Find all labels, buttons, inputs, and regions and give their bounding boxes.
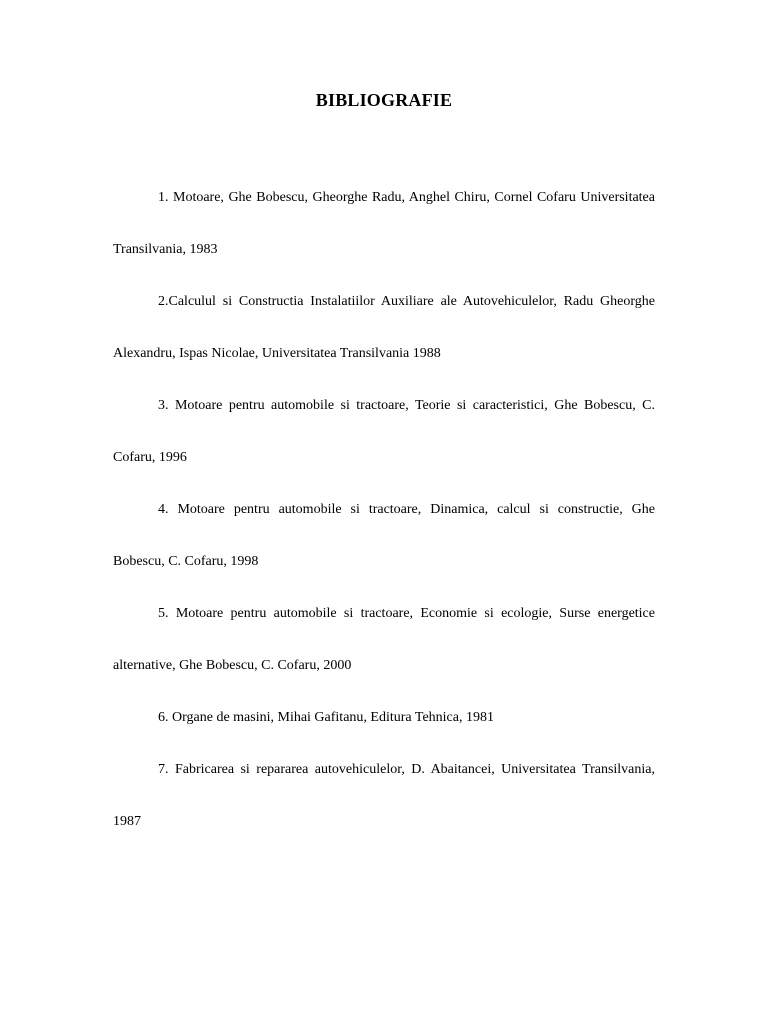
reference-list bbox=[113, 172, 655, 848]
reference-item: 4. Motoare pentru automobile si tractoare, Dinamica, calcul si constructie, Ghe Bobescu, C. Cofaru, 1998 bbox=[113, 502, 655, 569]
reference-item: 3. Motoare pentru automobile si tractoare, Teorie si caracteristici, Ghe Bobescu, C. Cofaru, 1996 bbox=[113, 398, 655, 465]
page-title: BIBLIOGRAFIE bbox=[315, 90, 453, 110]
reference-item: 2.Calculul si Constructia Instalatiilor Auxiliare ale Autovehiculelor, Radu Gheorghe Alexandru, Ispas Nicolae, Universitatea Transilvania 1988 bbox=[113, 294, 655, 361]
reference-item: 1. Motoare, Ghe Bobescu, Gheorghe Radu, Anghel Chiru, Cornel Cofaru Universitatea Transilvania, 1983 bbox=[113, 190, 655, 257]
reference-item: 5. Motoare pentru automobile si tractoare, Economie si ecologie, Surse energetice alternative, Ghe Bobescu, C. Cofaru, 2000 bbox=[113, 606, 655, 673]
reference-item: 6. Organe de masini, Mihai Gafitanu, Editura Tehnica, 1981 bbox=[158, 710, 494, 725]
reference-item: 7. Fabricarea si repararea autovehiculelor, D. Abaitancei, Universitatea Transilvania, 1987 bbox=[113, 762, 655, 829]
